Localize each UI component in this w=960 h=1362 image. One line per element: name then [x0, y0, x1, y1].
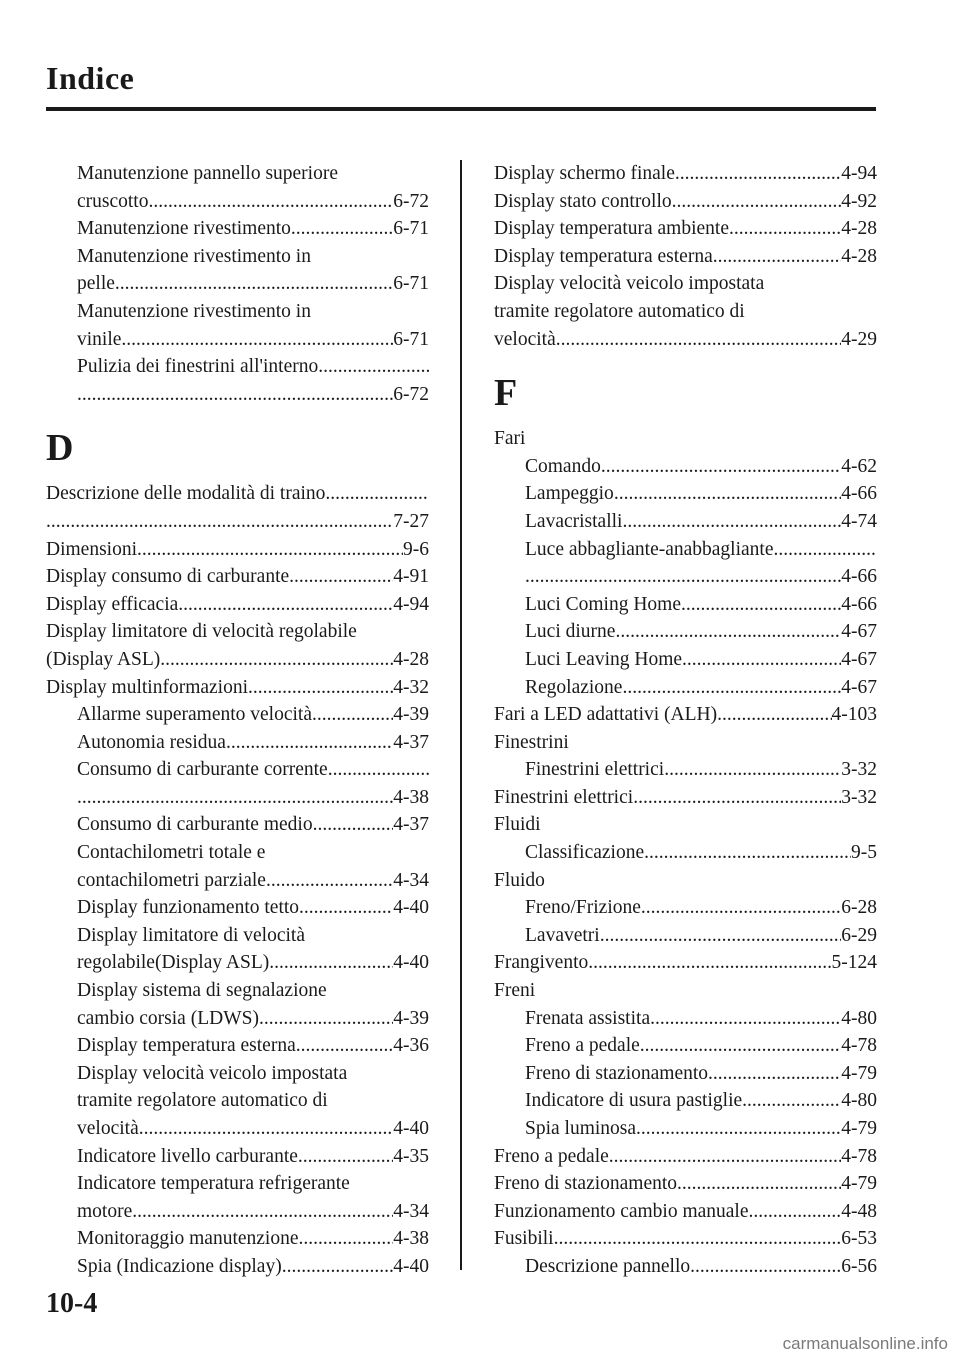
index-entry — [494, 1170, 877, 1198]
index-subentry — [46, 1087, 429, 1115]
dot-leader — [139, 1115, 394, 1143]
entry-label: Display funzionamento tetto — [77, 897, 300, 919]
dot-leader — [774, 536, 878, 564]
entry-label: Indicatore temperatura refrigerante — [77, 1173, 350, 1195]
index-entry — [494, 729, 877, 757]
index-subentry — [494, 1032, 877, 1060]
dot-leader — [525, 563, 841, 591]
index-subentry — [46, 756, 429, 784]
entry-page-ref: 9-6 — [403, 538, 429, 560]
index-subentry — [46, 1032, 429, 1060]
dot-leader — [675, 160, 841, 188]
entry-page-ref: 4-28 — [393, 648, 429, 670]
index-subentry — [46, 1253, 429, 1281]
index-subentry — [494, 1005, 877, 1033]
section-letter: D — [46, 427, 74, 470]
dot-leader — [266, 867, 393, 895]
entry-label: pelle — [77, 273, 115, 295]
entry-page-ref: 4-91 — [393, 566, 429, 588]
dot-leader — [633, 784, 841, 812]
entry-page-ref: 6-53 — [841, 1228, 877, 1250]
entry-page-ref: 6-71 — [393, 218, 429, 240]
dot-leader — [298, 1143, 393, 1171]
index-subentry — [46, 353, 429, 381]
dot-leader — [291, 215, 393, 243]
entry-label: motore — [77, 1200, 133, 1222]
entry-label: Display velocità veicolo impostata — [494, 273, 765, 295]
entry-label: Classificazione — [525, 842, 645, 864]
dot-leader — [312, 701, 393, 729]
dot-leader — [299, 1225, 394, 1253]
entry-page-ref: 4-79 — [841, 1173, 877, 1195]
index-subentry — [46, 784, 429, 812]
index-column-right — [494, 160, 877, 1281]
entry-page-ref: 5-124 — [831, 952, 877, 974]
dot-leader — [717, 701, 831, 729]
index-entry — [46, 480, 429, 508]
dot-leader — [121, 326, 393, 354]
index-subentry — [46, 160, 429, 188]
dot-leader — [713, 243, 842, 271]
entry-label: Contachilometri totale e — [77, 842, 266, 864]
entry-label: cambio corsia (LDWS) — [77, 1007, 259, 1029]
index-subentry — [46, 949, 429, 977]
entry-page-ref: 4-37 — [393, 814, 429, 836]
dot-leader — [742, 1087, 841, 1115]
entry-label: Display schermo finale — [494, 163, 675, 184]
entry-page-ref: 4-34 — [393, 869, 429, 891]
entry-label: Monitoraggio manutenzione — [77, 1228, 299, 1250]
index-subentry — [46, 381, 429, 409]
dot-leader — [681, 591, 841, 619]
index-subentry — [494, 894, 877, 922]
entry-page-ref: 4-66 — [841, 483, 877, 505]
entry-page-ref: 4-40 — [393, 897, 429, 919]
entry-page-ref: 4-78 — [841, 1035, 877, 1057]
entry-label: Lampeggio — [525, 483, 614, 505]
entry-page-ref: 4-34 — [393, 1200, 429, 1222]
index-entry — [46, 591, 429, 619]
entry-page-ref: 4-39 — [393, 1007, 429, 1029]
entry-page-ref: 4-94 — [393, 593, 429, 615]
entry-label: Display efficacia — [46, 593, 179, 615]
entry-page-ref: 4-92 — [841, 190, 877, 212]
index-entry — [46, 563, 429, 591]
entry-label: Manutenzione pannello superiore — [77, 163, 338, 184]
dot-leader — [650, 1005, 841, 1033]
dot-leader — [622, 674, 841, 702]
entry-label: Dimensioni — [46, 538, 137, 560]
dot-leader — [588, 949, 831, 977]
index-subentry — [46, 270, 429, 298]
index-subentry — [46, 729, 429, 757]
dot-leader — [622, 508, 841, 536]
entry-page-ref: 4-36 — [393, 1035, 429, 1057]
index-subentry — [46, 1225, 429, 1253]
entry-label: velocità — [77, 1118, 139, 1139]
entry-page-ref: 4-39 — [393, 704, 429, 726]
index-entry — [494, 243, 877, 271]
entry-label: Freno a pedale — [494, 1145, 609, 1167]
index-subentry — [46, 811, 429, 839]
entry-page-ref: 4-79 — [841, 1118, 877, 1139]
entry-label: Finestrini elettrici — [494, 786, 634, 808]
dot-leader — [729, 215, 841, 243]
dot-leader — [132, 1198, 393, 1226]
entry-label: Display multinformazioni — [46, 676, 249, 698]
entry-label: Display limitatore di velocità — [77, 924, 305, 946]
entry-label: Lavacristalli — [525, 510, 623, 532]
index-entry — [46, 508, 429, 536]
entry-page-ref: 4-94 — [841, 163, 877, 184]
entry-label: Freno di stazionamento — [525, 1062, 709, 1084]
entry-page-ref: 6-28 — [841, 897, 877, 919]
entry-label: Descrizione pannello — [525, 1255, 691, 1277]
entry-label: velocità — [494, 328, 556, 350]
entry-label: regolabile(Display ASL) — [77, 952, 270, 974]
index-entry — [494, 160, 877, 188]
entry-label: Freno a pedale — [525, 1035, 640, 1057]
index-subentry — [46, 1060, 429, 1088]
index-entry — [494, 1225, 877, 1253]
dot-leader — [77, 381, 393, 409]
index-entry — [46, 646, 429, 674]
column-divider — [460, 160, 462, 1270]
dot-leader — [160, 646, 393, 674]
index-subentry — [46, 298, 429, 326]
entry-label: Display velocità veicolo impostata — [77, 1062, 348, 1084]
dot-leader — [325, 480, 429, 508]
entry-label: Display temperatura esterna — [494, 245, 713, 267]
entry-page-ref: 4-103 — [831, 704, 877, 726]
entry-label: Freni — [494, 980, 536, 1002]
entry-page-ref: 7-27 — [393, 510, 429, 532]
entry-label: Consumo di carburante medio — [77, 814, 313, 836]
entry-label: Luci diurne — [525, 621, 616, 643]
dot-leader — [690, 1253, 841, 1281]
entry-label: Frangivento — [494, 952, 589, 974]
entry-label: Display sistema di segnalazione — [77, 980, 327, 1002]
entry-page-ref: 4-37 — [393, 731, 429, 753]
index-subentry — [46, 188, 429, 216]
dot-leader — [178, 591, 393, 619]
entry-page-ref: 4-28 — [841, 245, 877, 267]
entry-page-ref: 4-32 — [393, 676, 429, 698]
entry-label: Autonomia residua — [77, 731, 226, 753]
dot-leader — [115, 270, 393, 298]
entry-label: Finestrini — [494, 731, 569, 753]
index-entry — [46, 618, 429, 646]
entry-page-ref: 4-40 — [393, 952, 429, 974]
entry-page-ref: 4-38 — [393, 786, 429, 808]
section-letter: F — [494, 372, 518, 415]
index-entry — [494, 215, 877, 243]
entry-page-ref: 4-40 — [393, 1255, 429, 1277]
entry-label: Freno di stazionamento — [494, 1173, 678, 1195]
index-entry — [494, 701, 877, 729]
entry-page-ref: 6-56 — [841, 1255, 877, 1277]
entry-label: Display temperatura esterna — [77, 1035, 296, 1057]
dot-leader — [677, 1170, 841, 1198]
page-number: 10-4 — [46, 1288, 98, 1319]
entry-label: (Display ASL) — [46, 648, 161, 670]
entry-label: Lavavetri — [525, 924, 600, 946]
index-subentry — [46, 1005, 429, 1033]
index-entry — [494, 326, 877, 354]
entry-page-ref: 3-32 — [841, 786, 877, 808]
index-subentry — [494, 922, 877, 950]
index-entry — [494, 270, 877, 298]
index-subentry — [494, 591, 877, 619]
entry-page-ref: 4-66 — [841, 566, 877, 588]
entry-page-ref: 4-67 — [841, 621, 877, 643]
dot-leader — [296, 1032, 394, 1060]
entry-page-ref: 6-71 — [393, 273, 429, 295]
entry-page-ref: 4-67 — [841, 648, 877, 670]
entry-page-ref: 4-80 — [841, 1090, 877, 1112]
index-subentry — [46, 977, 429, 1005]
dot-leader — [615, 618, 841, 646]
dot-leader — [600, 922, 842, 950]
header-rule — [46, 107, 876, 111]
entry-page-ref: 4-80 — [841, 1007, 877, 1029]
index-entry — [494, 949, 877, 977]
index-subentry — [494, 480, 877, 508]
index-subentry — [494, 1115, 877, 1143]
entry-page-ref: 4-28 — [841, 218, 877, 240]
entry-page-ref: 6-72 — [393, 190, 429, 212]
entry-label: Consumo di carburante corrente — [77, 759, 328, 781]
dot-leader — [137, 536, 403, 564]
entry-label: Display temperatura ambiente — [494, 218, 729, 240]
index-subentry — [46, 1143, 429, 1171]
index-entry — [494, 867, 877, 895]
index-subentry — [46, 215, 429, 243]
dot-leader — [248, 674, 393, 702]
index-subentry — [494, 536, 877, 564]
index-column-left — [46, 160, 429, 1281]
entry-page-ref: 4-66 — [841, 593, 877, 615]
dot-leader — [299, 894, 393, 922]
index-entry — [494, 298, 877, 326]
dot-leader — [554, 1225, 842, 1253]
entry-label: Freno/Frizione — [525, 897, 641, 919]
entry-label: Luci Leaving Home — [525, 648, 683, 670]
entry-label: Comando — [525, 455, 601, 477]
entry-label: vinile — [77, 328, 122, 350]
dot-leader — [77, 784, 393, 812]
entry-page-ref: 4-79 — [841, 1062, 877, 1084]
index-subentry — [494, 756, 877, 784]
entry-label: cruscotto — [77, 190, 149, 212]
entry-label: Manutenzione rivestimento in — [77, 300, 311, 322]
entry-label: Fari — [494, 428, 526, 450]
dot-leader — [640, 1032, 841, 1060]
dot-leader — [682, 646, 841, 674]
index-entry — [494, 977, 877, 1005]
dot-leader — [672, 188, 842, 216]
index-subentry — [494, 508, 877, 536]
index-entry — [494, 811, 877, 839]
dot-leader — [556, 326, 842, 354]
entry-label: Indicatore di usura pastiglie — [525, 1090, 743, 1112]
entry-label: Allarme superamento velocità — [77, 704, 312, 726]
index-entry — [494, 1143, 877, 1171]
dot-leader — [318, 353, 429, 381]
entry-label: Finestrini elettrici — [525, 759, 665, 781]
dot-leader — [641, 894, 841, 922]
index-subentry — [46, 243, 429, 271]
index-subentry — [46, 1198, 429, 1226]
entry-page-ref: 9-5 — [851, 842, 877, 864]
dot-leader — [609, 1143, 841, 1171]
entry-label: Funzionamento cambio manuale — [494, 1200, 749, 1222]
entry-page-ref: 6-72 — [393, 383, 429, 405]
dot-leader — [269, 949, 393, 977]
dot-leader — [644, 839, 851, 867]
dot-leader — [313, 811, 394, 839]
index-subentry — [46, 894, 429, 922]
dot-leader — [614, 480, 841, 508]
dot-leader — [708, 1060, 841, 1088]
index-subentry — [494, 453, 877, 481]
entry-label: tramite regolatore automatico di — [77, 1090, 328, 1112]
entry-label: Indicatore livello carburante — [77, 1145, 298, 1167]
index-entry — [494, 784, 877, 812]
index-entry — [494, 1198, 877, 1226]
entry-label: Display consumo di carburante — [46, 566, 290, 588]
entry-page-ref: 4-40 — [393, 1118, 429, 1139]
entry-page-ref: 4-35 — [393, 1145, 429, 1167]
entry-page-ref: 4-38 — [393, 1228, 429, 1250]
dot-leader — [601, 453, 841, 481]
entry-label: Display limitatore di velocità regolabile — [46, 621, 357, 643]
index-entry — [46, 674, 429, 702]
entry-label: contachilometri parziale — [77, 869, 266, 891]
index-subentry — [46, 326, 429, 354]
index-entry — [46, 536, 429, 564]
index-subentry — [494, 674, 877, 702]
entry-page-ref: 6-29 — [841, 924, 877, 946]
index-subentry — [46, 1170, 429, 1198]
entry-label: Regolazione — [525, 676, 623, 698]
entry-page-ref: 4-29 — [841, 328, 877, 350]
entry-page-ref: 3-32 — [841, 759, 877, 781]
index-subentry — [494, 839, 877, 867]
dot-leader — [636, 1115, 841, 1143]
entry-label: Luce abbagliante-anabbagliante — [525, 538, 774, 560]
index-subentry — [494, 1087, 877, 1115]
index-subentry — [46, 867, 429, 895]
dot-leader — [749, 1198, 842, 1226]
dot-leader — [226, 729, 393, 757]
index-subentry — [494, 1060, 877, 1088]
dot-leader — [148, 188, 393, 216]
dot-leader — [46, 508, 393, 536]
dot-leader — [664, 756, 841, 784]
index-subentry — [494, 646, 877, 674]
page-title: Indice — [46, 60, 135, 96]
entry-page-ref: 4-62 — [841, 455, 877, 477]
index-subentry — [494, 563, 877, 591]
entry-label: Manutenzione rivestimento — [77, 218, 291, 240]
entry-page-ref: 4-74 — [841, 510, 877, 532]
entry-page-ref: 6-71 — [393, 328, 429, 350]
index-entry — [494, 425, 877, 453]
entry-page-ref: 4-48 — [841, 1200, 877, 1222]
entry-label: Fusibili — [494, 1228, 554, 1250]
entry-label: Pulizia dei finestrini all'interno — [77, 356, 319, 378]
watermark: carmanualsonline.info — [782, 1334, 948, 1353]
index-entry — [494, 188, 877, 216]
entry-page-ref: 4-67 — [841, 676, 877, 698]
dot-leader — [328, 756, 429, 784]
index-subentry — [46, 839, 429, 867]
index-subentry — [46, 701, 429, 729]
dot-leader — [289, 563, 393, 591]
entry-label: Spia luminosa — [525, 1118, 637, 1139]
entry-label: Manutenzione rivestimento in — [77, 245, 311, 267]
entry-label: Fluidi — [494, 814, 541, 836]
entry-label: tramite regolatore automatico di — [494, 300, 745, 322]
entry-label: Fari a LED adattativi (ALH) — [494, 704, 718, 726]
index-subentry — [494, 618, 877, 646]
entry-label: Spia (Indicazione display) — [77, 1255, 282, 1277]
index-subentry — [46, 1115, 429, 1143]
entry-label: Descrizione delle modalità di traino — [46, 483, 326, 505]
entry-label: Display stato controllo — [494, 190, 672, 212]
index-subentry — [494, 1253, 877, 1281]
index-subentry — [46, 922, 429, 950]
entry-label: Fluido — [494, 869, 545, 891]
entry-label: Frenata assistita — [525, 1007, 651, 1029]
dot-leader — [259, 1005, 393, 1033]
dot-leader — [282, 1253, 394, 1281]
entry-page-ref: 4-78 — [841, 1145, 877, 1167]
entry-label: Luci Coming Home — [525, 593, 681, 615]
